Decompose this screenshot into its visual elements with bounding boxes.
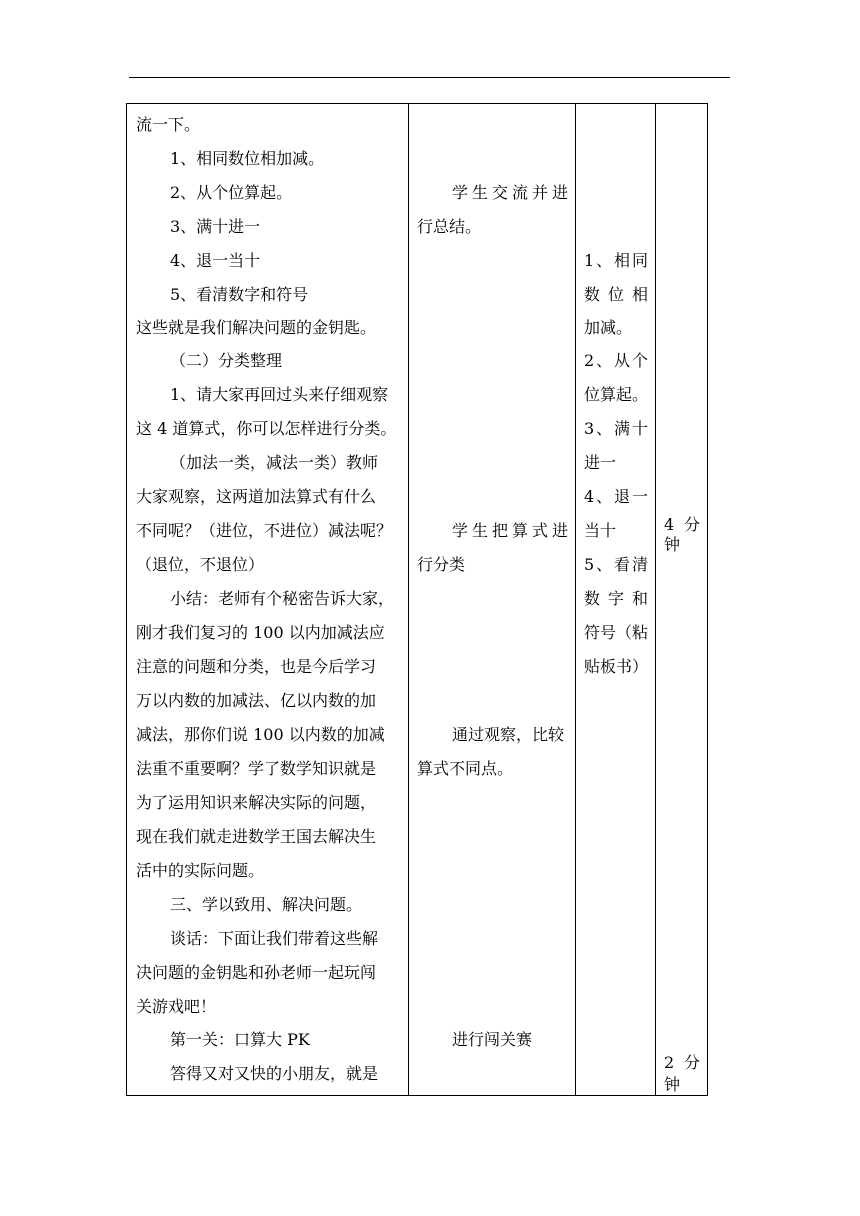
text-line: 答得又对又快的小朋友，就是 bbox=[170, 1064, 379, 1083]
text-line: 2、从个 bbox=[584, 351, 648, 370]
text-line: 行总结。 bbox=[417, 217, 482, 236]
text-line: 1、相同数位相加减。 bbox=[170, 149, 325, 168]
text-line: 学生把算式进 bbox=[452, 521, 568, 540]
text-line: 第一关：口算大 PK bbox=[170, 1030, 310, 1049]
text-line: 这 4 道算式，你可以怎样进行分类。 bbox=[136, 419, 397, 438]
text-line: 贴板书） bbox=[584, 657, 649, 676]
column-divider-2 bbox=[575, 104, 576, 1095]
text-line: 1、请大家再回过头来仔细观察 bbox=[170, 385, 389, 404]
text-line: 现在我们就走进数学王国去解决生 bbox=[136, 827, 377, 846]
text-line: 减法，那你们说 100 以内数的加减 bbox=[136, 725, 385, 744]
text-line: 刚才我们复习的 100 以内加减法应 bbox=[136, 623, 385, 642]
column-divider-3 bbox=[655, 104, 656, 1095]
text-line: 通过观察，比较 bbox=[452, 725, 565, 744]
text-line: 符号（粘 bbox=[584, 623, 649, 642]
text-line: 4、退一当十 bbox=[170, 251, 261, 270]
lesson-plan-table bbox=[126, 103, 708, 1096]
text-line: 当十 bbox=[584, 521, 617, 540]
text-line: 学生交流并进 bbox=[452, 183, 568, 202]
text-line: 算式不同点。 bbox=[417, 759, 514, 778]
text-line: 数位相 bbox=[584, 285, 648, 304]
text-line: 进一 bbox=[584, 453, 617, 472]
text-line: 法重不重要啊？学了数学知识就是 bbox=[136, 759, 377, 778]
text-line: 数字和 bbox=[584, 589, 648, 608]
text-line: 万以内数的加减法、亿以内数的加 bbox=[136, 691, 377, 710]
text-line: 活中的实际问题。 bbox=[136, 861, 265, 880]
text-line: 钟 bbox=[664, 1075, 681, 1094]
text-line: （退位，不退位） bbox=[136, 555, 265, 574]
text-line: 3、满十 bbox=[584, 419, 648, 438]
text-line: 2 分 bbox=[664, 1053, 700, 1072]
text-line: 进行闯关赛 bbox=[452, 1030, 533, 1049]
text-line: 谈话：下面让我们带着这些解 bbox=[170, 929, 379, 948]
text-line: （加法一类，减法一类）教师 bbox=[170, 453, 379, 472]
text-line: 5、看清 bbox=[584, 555, 648, 574]
text-line: 2、从个位算起。 bbox=[170, 183, 293, 202]
column-divider-1 bbox=[408, 104, 409, 1095]
text-line: 大家观察，这两道加法算式有什么 bbox=[136, 487, 377, 506]
text-line: 行分类 bbox=[417, 555, 466, 574]
text-line: 注意的问题和分类，也是今后学习 bbox=[136, 657, 377, 676]
text-line: 3、满十进一 bbox=[170, 217, 261, 236]
header-rule bbox=[129, 77, 730, 78]
text-line: 这些就是我们解决问题的金钥匙。 bbox=[136, 318, 377, 337]
text-line: （二）分类整理 bbox=[170, 351, 283, 370]
text-line: 位算起。 bbox=[584, 385, 649, 404]
text-line: 钟 bbox=[664, 535, 681, 554]
text-line: 4、退一 bbox=[584, 487, 648, 506]
text-line: 决问题的金钥匙和孙老师一起玩闯 bbox=[136, 963, 377, 982]
text-line: 关游戏吧！ bbox=[136, 997, 217, 1016]
text-line: 4 分 bbox=[664, 515, 700, 534]
text-line: 为了运用知识来解决实际的问题， bbox=[136, 793, 377, 812]
text-line: 小结：老师有个秘密告诉大家， bbox=[170, 589, 395, 608]
text-line: 流一下。 bbox=[136, 115, 201, 134]
text-line: 加减。 bbox=[584, 318, 633, 337]
text-line: 1、相同 bbox=[584, 251, 648, 270]
text-line: 5、看清数字和符号 bbox=[170, 285, 309, 304]
text-line: 三、学以致用、解决问题。 bbox=[170, 895, 363, 914]
text-line: 不同呢？（进位，不进位）减法呢？ bbox=[136, 521, 393, 540]
